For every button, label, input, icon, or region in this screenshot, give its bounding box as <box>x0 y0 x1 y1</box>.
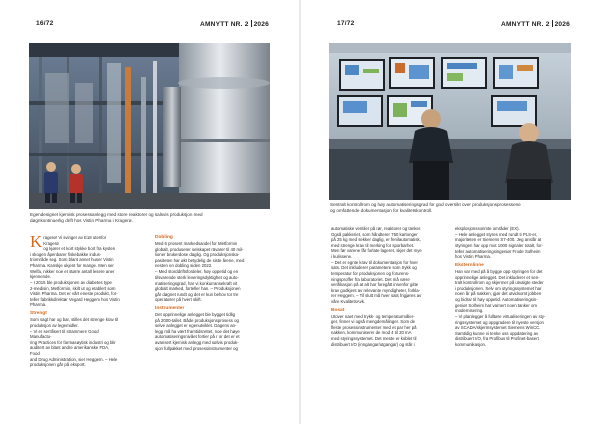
text-column-1 <box>331 226 427 348</box>
paragraph: Som sagt har og bar, stilles det strenge krav til produksjon av legemidler. <box>30 317 119 328</box>
paragraph: – Vi er sertifisert til strammere Good Manufactu- ring Practices for farmasøytisk industri og blir auditert av blant andre amerikanske FDA, Food and Drug Administration, sier Heggem. – Hele produksjonen går på eksport. <box>30 328 118 368</box>
paragraph: – Med storddriftsfordeler, høy oppetid og en tilsvarende sterk leveringsdyktighet og auto- matiseringsgrad, har vi konkurransekraft vit globalt marked, forteller han. – Produksjonen går døgnet rundt og det er kun behov tor tre operatører på hvert skift. <box>155 269 241 303</box>
paragraph: Det opprinnelige anlegget ble bygget tidlig på 2000-tallet. Både produksjonsprosess og selve anlegget er egenutviklet. Dagens an- legg må ha vært framtidsrettet, noe det høye automatiseringsnivået fortier på r or det er et avansert kjemisk anlegg med sølvis produk- sjon fullpakket med prosessinstrumenter og <box>155 312 240 351</box>
intro-text: ragerø! Vi svinger av E18 utenfor Kragerø og kjører et kort stykke bort fra kysten i skogen åpenbarer fiskebakke indus- triområde seg. Som blant annet huser Vistin Pharma. Kanskje ukjent for mange. Men ser Welfa, nikker noe et større antall lesere aner kjennende. <box>30 235 116 280</box>
control-room-photo <box>329 43 571 200</box>
intro-paragraph <box>30 232 120 280</box>
paragraph: automatiske ventiler på rør, reaktorer og tanker. Også pakkeriet, som håndterer 750 kartonger på 25 kg med sekker daglig, er fenilautomatisk, med strenge krav til merking for sporbarhet. Men før varene får forlate lageret, skjer det mye i kulissene. <box>331 226 422 259</box>
paragraph: eksplosjonssonmte områder (EX). <box>455 226 520 231</box>
issue-year: 2026 <box>253 21 270 28</box>
paragraph: Han var med på å bygge opp styringen for det opprinnelige anlegget. Det inkluderer et sen- tralt kontrollrom og skjermer på utvalgte steder i produksjonen. Selv om styringssystemet har noen år på nakken, gjør det utvidsomt jobben og bidrar til høy oppetid. Automatiseringsin- geniør Solheim har varnert noen tanker om modernisering. <box>455 268 544 314</box>
running-header <box>501 20 570 28</box>
paragraph: – Hele anlegget styres med rundt ti PLS-er, majoriteten er Siemens S7-400. Jeg anslår at styringen har opp mot 1000 signaler totalt, for- teller automatiseringsingeniør Frode Solheim hos Vistin Pharma. <box>455 231 543 260</box>
paragraph: – I 2015 ble produksjonen av diabetes type 2-medisin, Metformin, skilt ut og etablert som Vistin Pharma. Det er vårt eneste produkt, for- teller fabrikkdirektør Vegard Heggem hos Vistin Pharma. <box>30 280 120 308</box>
header-divider <box>251 20 252 27</box>
paragraph: Med 6 prosent markedsandel for Metformin globalt, produserer selskapet rävarer til 40 mil- lioner brukerdose daglig. Og produksjonska- pasiteten har økt betydelig de siste årene, med nesten en dobling siden 2022. <box>155 241 245 269</box>
photo-caption: Sentralt kontrollrom og høy automatiseringsgrad for god oversikt over produksjonsprosessene og omfattende dokumentasjon for kvalitetskontroll. <box>330 202 521 213</box>
running-header <box>200 20 269 28</box>
paragraph: – Det er egnte krav til dokumentasjon for hver sats. Det inkluderer parametere som trykk og temperatur for produksjonen og forurens- ningsproffer fra laboratoriet. Det må være verifikasjon på at alt har foregått innenfor gitte krav godkjent av relevante myndigheter, forkla- rer Heggem. – Til slutt må hver sats frigjøres av våre KvalitetsAvk. <box>331 259 422 305</box>
subheading: Bosat <box>331 307 345 313</box>
paragraph: – Vi planlegger å fulltøre virtualiseringen av sty- ringssystemet og oppgradere til nyeste versjon av SCADA/skjermsystemet Siemens WinCC. Samtidig kunne vi tenke oss oppdatering av distribuert I/O, fra Profibus til Profinet-basert kommunikasjon. <box>455 314 546 347</box>
subheading: Strengt <box>30 311 47 317</box>
subheading: Eksternlinne <box>455 262 484 268</box>
page-number: 16/72 <box>36 20 54 27</box>
left-page <box>0 0 299 424</box>
text-column-2 <box>455 226 553 348</box>
page-number: 17/72 <box>337 20 355 27</box>
photo-caption: Egendesignet kjemisk prosessanlegg med store reaktorer og salsvis produksjon med døgnkontinuerlig drift hos Vistin Pharma i Kragerø. <box>30 212 203 223</box>
issue-year: 2026 <box>554 21 571 28</box>
drop-cap: K <box>30 232 43 251</box>
paragraph: Utover naet med trykk- og temperaturmåler- ger, finner vi også mengdemålinger. Som de fleste prosessinstrumenter med et par her på nakken, kommuniserer de mod 4 til 20 mA med styringssystemet. Det meste er koblet til distribuert I/O (inngangar/utgangar) og står i <box>331 313 417 347</box>
right-page <box>301 0 600 424</box>
magazine-name: AMNYTT NR. 2 <box>501 21 550 28</box>
subheading: Instrumenter <box>155 305 185 311</box>
subheading: Dobling <box>155 235 173 240</box>
text-column-2 <box>155 235 251 351</box>
header-divider <box>552 20 553 27</box>
text-column-1 <box>30 232 120 368</box>
factory-photo <box>29 43 270 209</box>
magazine-name: AMNYTT NR. 2 <box>200 21 249 28</box>
